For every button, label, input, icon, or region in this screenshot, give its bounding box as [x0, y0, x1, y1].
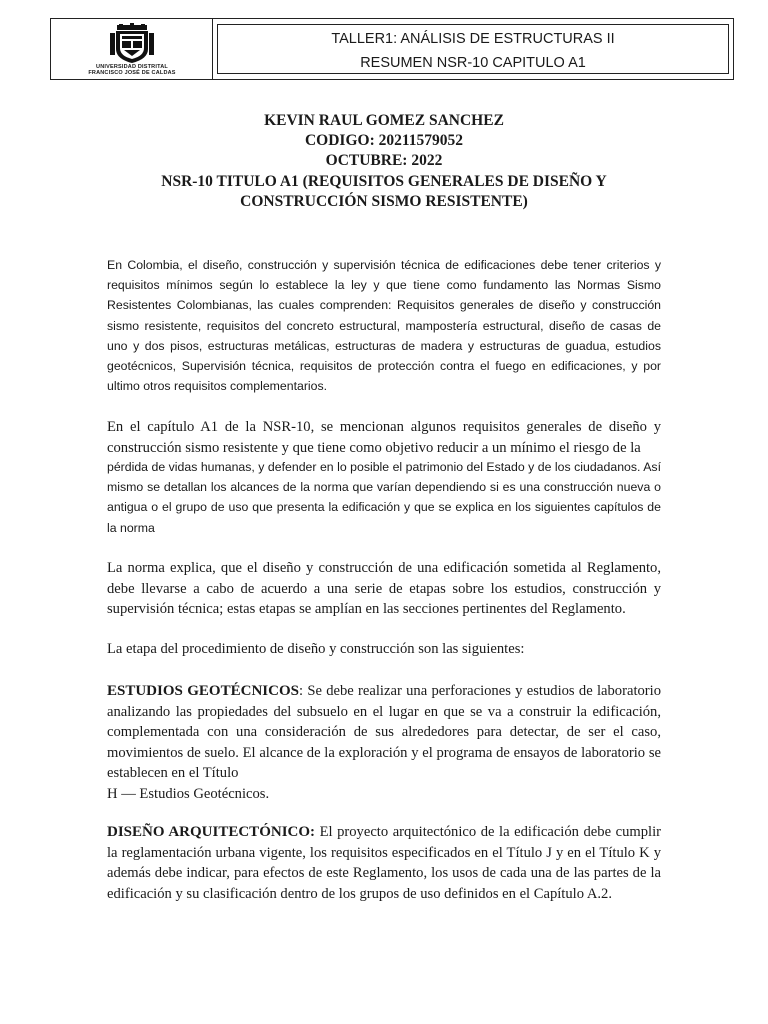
title-cell [213, 19, 733, 79]
paragraph-intro: En Colombia, el diseño, construcción y supervisión técnica de edificaciones debe tener criterios y requisitos mínimos según lo establece la ley y que tiene como fundamento las Normas Sismo Resistentes Colombianas, las cuales comprenden: Requisitos generales de diseño y construcción sismo resistente, requisitos del concreto estructural, mampostería estructural, diseño de casas de uno y dos pisos, estructuras metálicas, estructuras de madera y estructuras de guadua, estudios geotécnicos, Supervisión técnica, requisitos de protección contra el fuego en edificaciones, y por ultimo otros requisitos complementarios. [107, 258, 661, 394]
document-title: TALLER1: ANÁLISIS DE ESTRUCTURAS II [331, 31, 615, 47]
geotechnical-reference: H — Estudios Geotécnicos. [107, 785, 270, 802]
paragraph-chapter-a1-start: En el capítulo A1 de la NSR-10, se mencionan algunos requisitos generales de diseño y construcción sismo resistente y que tiene como objetivo reducir a un mínimo el riesgo de la [107, 419, 661, 456]
subject-title-line1: NSR-10 TITULO A1 (REQUISITOS GENERALES DE DISEÑO Y [161, 173, 607, 190]
paragraph-chapter-a1-end: pérdida de vidas humanas, y defender en lo posible el patrimonio del Estado y de los ciudadanos. Así mismo se detallan los alcances de la norma que varían dependiendo si es una construcción nueva o antigua o el grupo de uso que presenta la edificación y que se explica en los siguientes capítulos de la norma [107, 460, 661, 535]
title-box [217, 24, 729, 74]
logo-cell [51, 19, 213, 79]
paragraph-geotechnical [107, 681, 661, 804]
architectural-text: El proyecto arquitectónico de la edificación debe cumplir la reglamentación urbana vigente, los requisitos especificados en el Título J y en el Título K y además debe indicar, para efectos de este Reglamento, los usos de cada una de las partes de la edificación y su clasificación dentro de los grupos de uso definidos en el Capítulo A.2. [107, 824, 661, 902]
university-logo [73, 23, 191, 77]
document-subtitle: RESUMEN NSR-10 CAPITULO A1 [360, 55, 586, 71]
logo-text-line1: UNIVERSIDAD DISTRITAL [96, 64, 168, 70]
architectural-heading: DISEÑO ARQUITECTÓNICO: [107, 824, 316, 840]
geotechnical-text: : Se debe realizar una perforaciones y estudios de laboratorio analizando las propiedades del subsuelo en el lugar en que se va a construir la edificación, complementada con una consideración de sus alrededores para detectar, de ser el caso, movimientos de suelo. El alcance de la exploración y el programa de ensayos de laboratorio se establecen en el Título [107, 683, 662, 781]
author-name: KEVIN RAUL GOMEZ SANCHEZ [264, 112, 504, 129]
paragraph-architectural [107, 822, 661, 904]
document-date: OCTUBRE: 2022 [325, 152, 443, 169]
paragraph-stages: La norma explica, que el diseño y construcción de una edificación sometida al Reglamento, debe llevarse a cabo de acuerdo a una serie de etapas sobre los estudios, construcción y supervisión técnica; estas etapas se amplían en las secciones pertinentes del Reglamento. [107, 560, 661, 617]
subject-title-line2: CONSTRUCCIÓN SISMO RESISTENTE) [240, 193, 528, 210]
geotechnical-heading: ESTUDIOS GEOTÉCNICOS [107, 683, 299, 699]
paragraph-procedure: La etapa del procedimiento de diseño y construcción son las siguientes: [107, 641, 525, 657]
document-header [50, 18, 734, 80]
logo-text-line2: FRANCISCO JOSÉ DE CALDAS [88, 70, 176, 76]
student-code: CODIGO: 20211579052 [304, 132, 464, 149]
university-crest-icon [108, 23, 156, 63]
